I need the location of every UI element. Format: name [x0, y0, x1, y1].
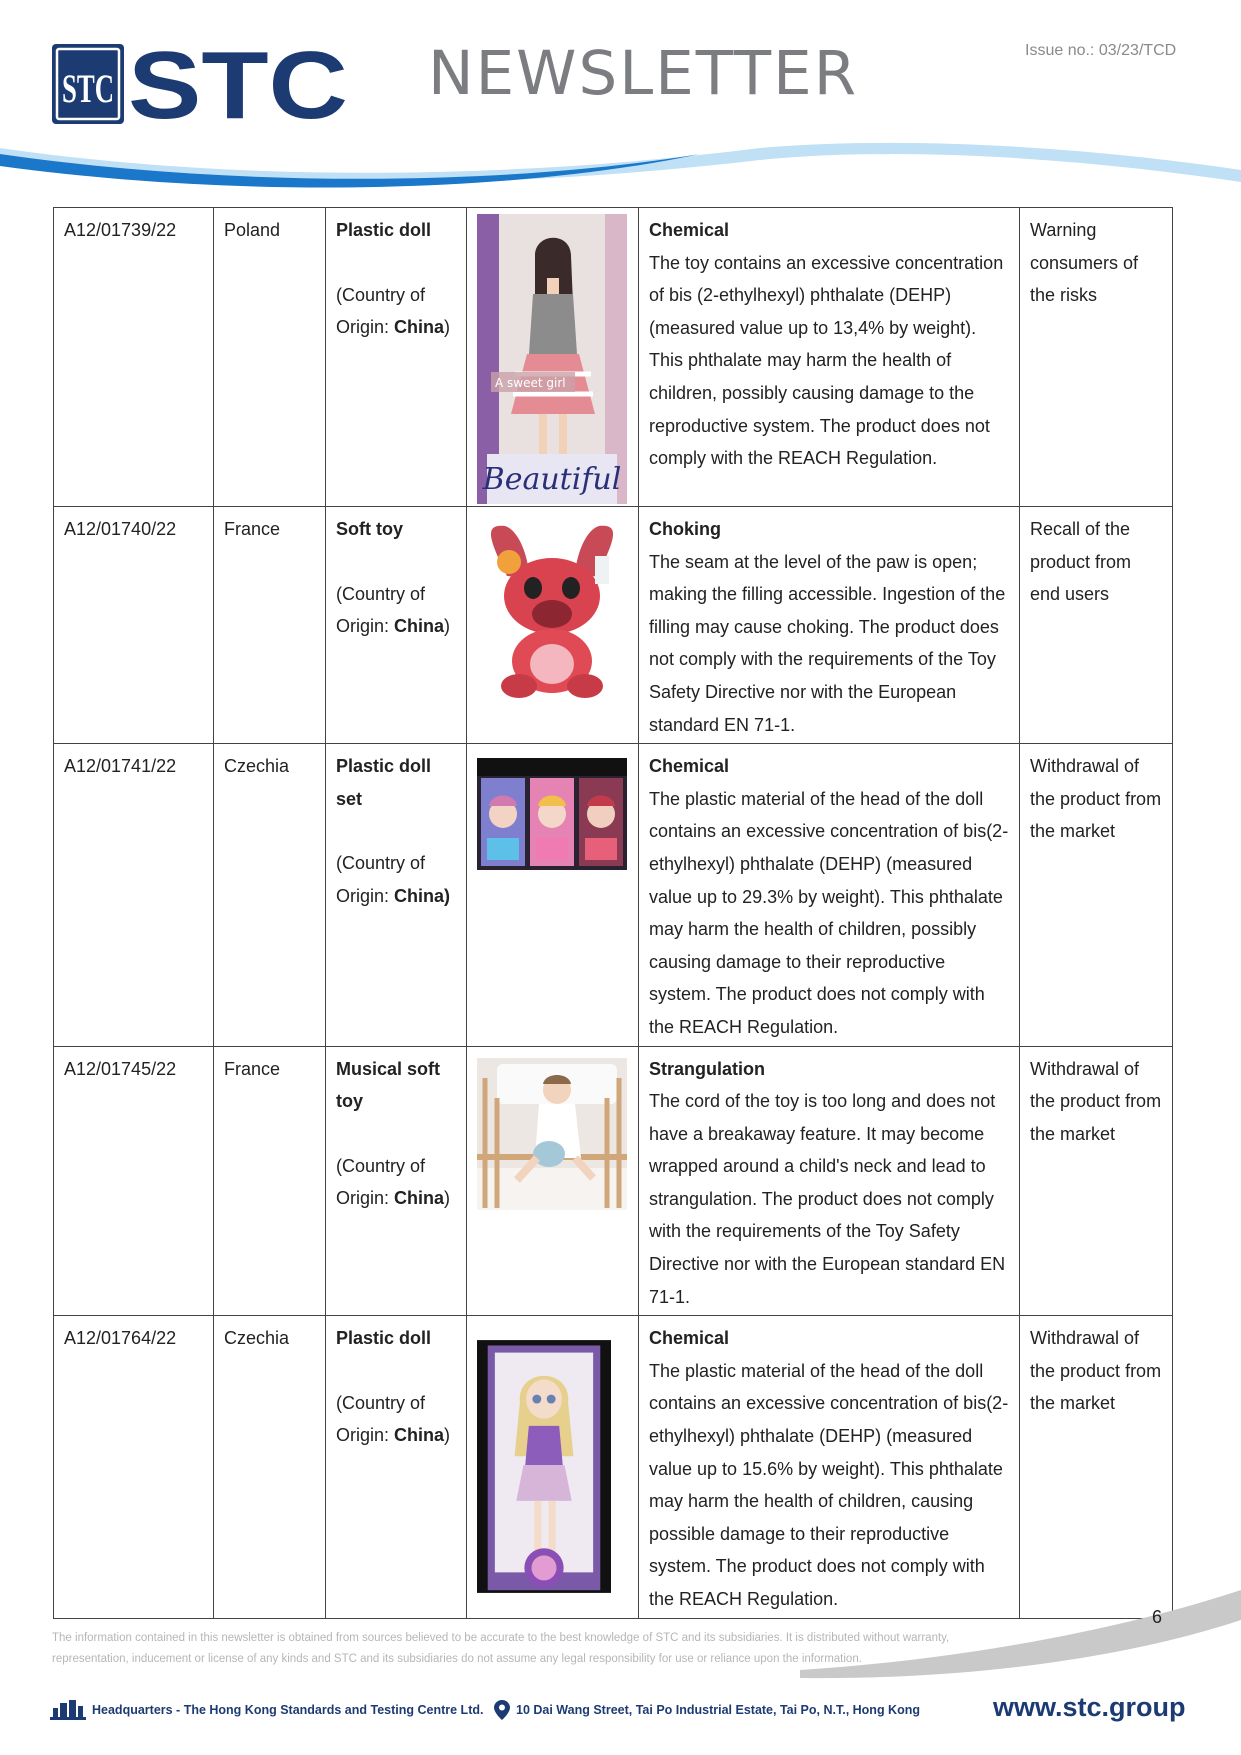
origin-label: (Country of Origin:: [336, 583, 426, 637]
origin-country: China: [394, 1425, 445, 1446]
website-link[interactable]: www.stc.group: [993, 1692, 1186, 1722]
product-cell: [326, 1046, 467, 1316]
origin-close: ): [444, 317, 451, 338]
hazard-description: The toy contains an excessive concentration of bis (2-ethylhexyl) phthalate (DEHP) (measured value up to 13,4% by weight). This phthalate may harm the health of children, possibly causing damage to the reproductive system. The product does not comply with the REACH Regulation.: [649, 252, 1004, 469]
address-text: 10 Dai Wang Street, Tai Po Industrial Estate, Tai Po, N.T., Hong Kong: [516, 1703, 920, 1717]
measures-taken: Withdrawal of the product from the market: [1020, 744, 1173, 1046]
origin-label: (Country of Origin:: [336, 1155, 426, 1209]
logo-monogram: STC: [62, 66, 114, 111]
product-image-cell: [467, 507, 639, 744]
disclaimer-text: The information contained in this newsletter is obtained from sources believed to be accurate to the best knowledge of STC and its subsidiaries. It is distributed without warranty, representation, inducement or license of any kinds and STC and its subsidiaries do not assume any legal responsibility for use or reliance upon the information.: [52, 1632, 950, 1665]
reference-number: A12/01739/22: [54, 208, 214, 507]
table-row: [54, 1316, 1173, 1618]
hazard-description: The seam at the level of the paw is open; making the filling accessible. Ingestion of the filling may cause choking. The product does not comply with the requirements of the Toy Safety Directive nor with the European standard EN 71-1.: [649, 551, 1006, 735]
origin-label: (Country of Origin:: [336, 284, 426, 338]
measures-taken: Recall of the product from end users: [1020, 507, 1173, 744]
product-image-cell: [467, 744, 639, 1046]
origin-close: ): [444, 616, 451, 637]
product-image-cell: [467, 1316, 639, 1618]
product-cell: [326, 744, 467, 1046]
soft-toy-photo: [477, 516, 627, 701]
notifying-country: Czechia: [214, 1316, 326, 1618]
hazard-cell: [639, 507, 1020, 744]
origin-close: ): [444, 1188, 451, 1209]
notifying-country: France: [214, 1046, 326, 1316]
product-cell: [326, 1316, 467, 1618]
measures-taken: Warning consumers of the risks: [1020, 208, 1173, 507]
hazard-description: The cord of the toy is too long and does not have a breakaway feature. It may become wrapped around a child's neck and lead to strangulation. The product does not comply with the requirements of the Toy Safety Directive nor with the European standard EN 71-1.: [649, 1091, 1006, 1307]
origin-label: (Country of Origin:: [336, 1392, 426, 1446]
product-name: Musical soft toy: [336, 1058, 441, 1112]
reference-number: A12/01740/22: [54, 507, 214, 744]
newsletter-title: NEWSLETTER: [428, 38, 859, 109]
plastic-doll-photo: [477, 214, 627, 504]
building-icon: [50, 1700, 86, 1720]
origin-country: China): [394, 885, 451, 906]
hazard-type: Choking: [649, 519, 721, 539]
hazard-type: Chemical: [649, 1328, 730, 1349]
hazard-cell: [639, 208, 1020, 507]
measures-taken: Withdrawal of the product from the market: [1020, 1316, 1173, 1618]
product-name: Plastic doll: [336, 220, 432, 240]
origin-country: China: [394, 317, 445, 338]
table-row: [54, 1046, 1173, 1316]
origin-label: (Country of Origin:: [336, 853, 426, 906]
header-swoosh: [0, 140, 1241, 200]
product-name: Plastic doll: [336, 1328, 432, 1349]
stc-logo: [52, 44, 352, 126]
notifying-country: Czechia: [214, 744, 326, 1046]
address-line: [494, 1699, 920, 1721]
musical-soft-toy-photo: [477, 1058, 627, 1210]
origin-country: China: [394, 616, 445, 637]
hazard-description: The plastic material of the head of the doll contains an excessive concentration of bis(2-ethylhexyl) phthalate (DEHP) (measured value up to 15.6% by weight). This phthalate may harm the health of children, causing possible damage to their reproductive system. The product does not comply with the REACH Regulation.: [649, 1360, 1009, 1609]
reference-number: A12/01745/22: [54, 1046, 214, 1316]
product-cell: [326, 507, 467, 744]
reference-number: A12/01741/22: [54, 744, 214, 1046]
origin-close: ): [444, 1425, 451, 1446]
origin-country: China: [394, 1188, 445, 1209]
boxed-doll-photo: [477, 1325, 611, 1608]
issue-number: Issue no.: 03/23/TCD: [1025, 42, 1177, 59]
location-pin-icon: [494, 1700, 510, 1720]
measures-taken: Withdrawal of the product from the market: [1020, 1046, 1173, 1316]
hazard-cell: [639, 1316, 1020, 1618]
product-image-cell: [467, 1046, 639, 1316]
headquarters-line: [50, 1699, 483, 1721]
table-row: [54, 507, 1173, 744]
page-number: 6: [1152, 1607, 1163, 1627]
product-image-cell: [467, 208, 639, 507]
recall-table: [53, 207, 1173, 1619]
hazard-type: Chemical: [649, 756, 730, 777]
hazard-cell: [639, 1046, 1020, 1316]
hazard-type: Strangulation: [649, 1058, 765, 1079]
table-row: [54, 208, 1173, 507]
product-cell: [326, 208, 467, 507]
product-name: Soft toy: [336, 519, 403, 539]
hazard-type: Chemical: [649, 220, 730, 240]
table-row: [54, 744, 1173, 1046]
plastic-doll-set-photo: [477, 758, 627, 870]
doll-brand-text: Beautiful: [482, 462, 622, 497]
hazard-description: The plastic material of the head of the doll contains an excessive concentration of bis(2-ethylhexyl) phthalate (DEHP) (measured value up to 29.3% by weight). This phthalate may harm the health of children, possibly causing damage to their reproductive system. The product does not comply with the REACH Regulation.: [649, 788, 1009, 1037]
product-name: Plastic doll set: [336, 756, 432, 809]
reference-number: A12/01764/22: [54, 1316, 214, 1618]
notifying-country: Poland: [214, 208, 326, 507]
notifying-country: France: [214, 507, 326, 744]
hazard-cell: [639, 744, 1020, 1046]
headquarters-text: Headquarters - The Hong Kong Standards and Testing Centre Ltd.: [92, 1703, 484, 1717]
doll-box-text: A sweet girl: [495, 376, 566, 390]
logo-wordmark: STC: [128, 44, 348, 126]
